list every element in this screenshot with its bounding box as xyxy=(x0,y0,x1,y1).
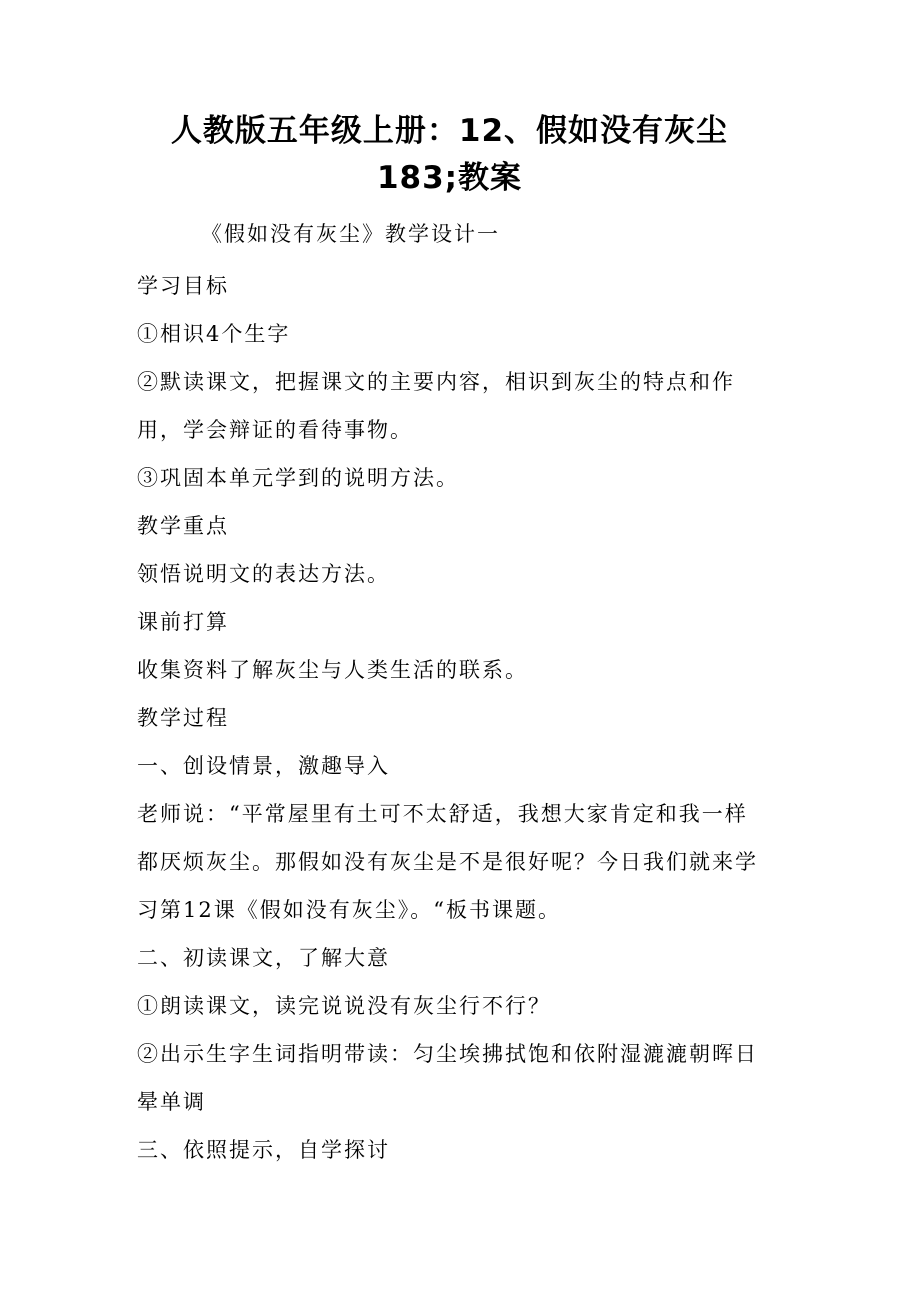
section-heading-teaching-process: 教学过程 xyxy=(137,706,229,730)
process-step-2-item-1: ①朗读课文，读完说说没有灰尘行不行？ xyxy=(137,994,551,1018)
goal-item-2-continued: 用，学会辩证的看待事物。 xyxy=(137,418,413,442)
document-subtitle: 《假如没有灰尘》教学设计一 xyxy=(201,222,500,246)
process-step-1-text-line-1: 老师说：“平常屋里有土可不太舒适，我想大家肯定和我一样 xyxy=(137,802,748,826)
section-heading-preparation: 课前打算 xyxy=(137,610,229,634)
section-heading-teaching-focus: 教学重点 xyxy=(137,514,229,538)
process-step-1-text-line-3: 习第12课《假如没有灰尘》。“板书课题。 xyxy=(137,898,561,922)
process-step-1-heading: 一、创设情景，激趣导入 xyxy=(137,754,390,778)
process-step-2-heading: 二、初读课文，了解大意 xyxy=(137,946,390,970)
preparation-text: 收集资料了解灰尘与人类生活的联系。 xyxy=(137,658,528,682)
goal-item-3: ③巩固本单元学到的说明方法。 xyxy=(137,466,459,490)
goal-item-2: ②默读课文，把握课文的主要内容，相识到灰尘的特点和作 xyxy=(137,370,735,394)
process-step-1-text-line-2: 都厌烦灰尘。那假如没有灰尘是不是很好呢？今日我们就来学 xyxy=(137,850,758,874)
process-step-2-item-2: ②出示生字生词指明带读：匀尘埃拂拭饱和依附湿漉漉朝晖日 xyxy=(137,1042,758,1066)
teaching-focus-text: 领悟说明文的表达方法。 xyxy=(137,562,390,586)
process-step-3-heading: 三、依照提示，自学探讨 xyxy=(137,1138,390,1162)
process-step-2-item-2-continued: 晕单调 xyxy=(137,1090,206,1114)
goal-item-1: ①相识4个生字 xyxy=(137,322,291,346)
section-heading-learning-goals: 学习目标 xyxy=(137,274,229,298)
document-title: 人教版五年级上册：12、假如没有灰尘183;教案 xyxy=(170,113,729,196)
